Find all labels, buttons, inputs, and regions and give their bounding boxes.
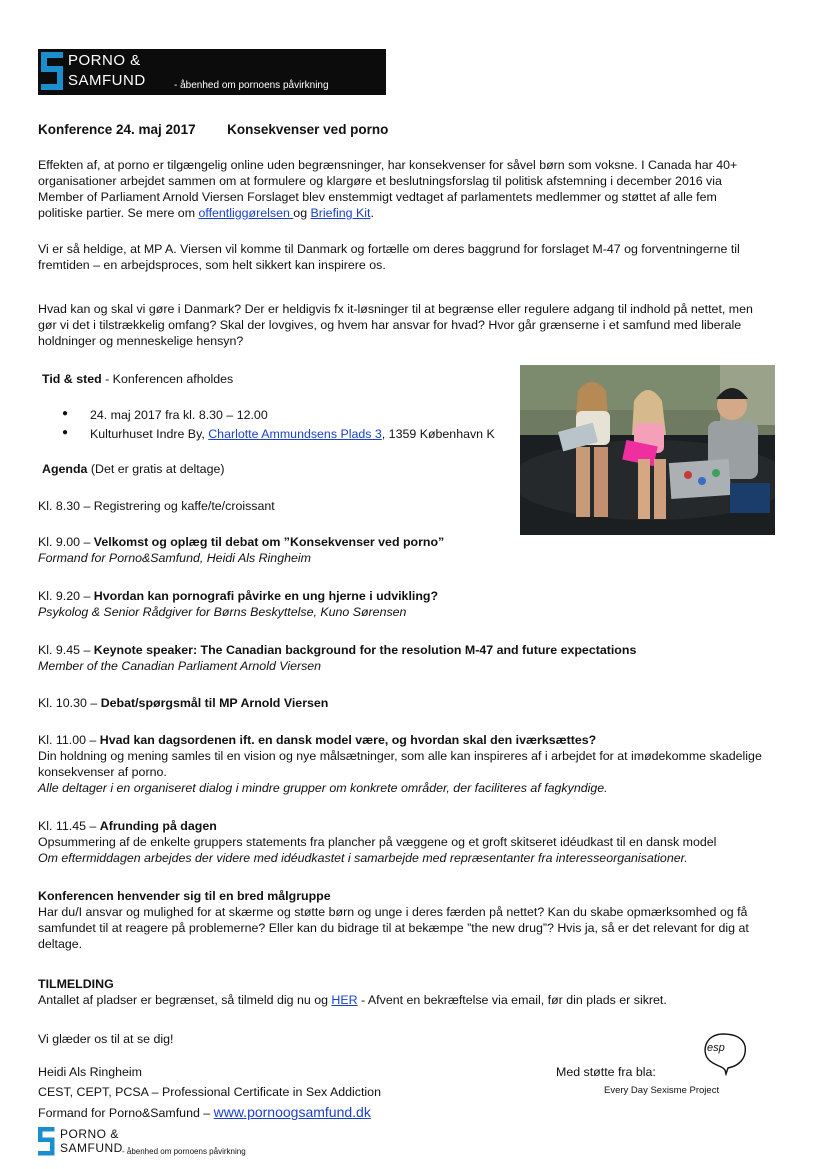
signup-text: Antallet af pladser er begrænset, så tilmeld dig nu og [38,993,332,1007]
signature-role: Formand for Porno&Samfund – [38,1106,214,1120]
agenda-title: Hvordan kan pornografi påvirke en ung hjerne i udvikling? [93,589,439,603]
agenda-speaker: Psykolog & Senior Rådgiver for Børns Beskyttelse, Kuno Sørensen [38,605,407,619]
signature-block [38,1062,381,1123]
signup-text: - Afvent en bekræftelse via email, før din plads er sikret. [357,993,667,1007]
paragraph-viersen [38,241,740,273]
agenda-description: Din holdning og mening samles til en vision og nye målsætninger, som alle kan inspireres af i arbejdet for at imødekomme skadelige [38,749,762,763]
title-date: Konference 24. maj 2017 [38,122,196,137]
closing-line: Vi glæder os til at se dig! [38,1032,174,1046]
footer-logo [38,1125,268,1159]
signup-heading: TILMELDING [38,977,114,991]
time-place-heading [42,371,233,387]
agenda-label: Agenda [42,462,88,476]
logo-line-1: PORNO & [68,52,141,69]
support-org: Every Day Sexisme Project [604,1085,720,1096]
audience-section [38,888,749,952]
agenda-time: Kl. 9.45 – [38,643,94,657]
logo-line-2: SAMFUND [60,1141,123,1155]
time-place-text: - Konferencen afholdes [101,372,234,386]
photo-kids-with-laptops [520,365,775,535]
agenda-item-5 [38,695,328,711]
signature-name: Heidi Als Ringheim [38,1065,142,1079]
agenda-item-2 [38,534,444,566]
time-bullet: 24. maj 2017 fra kl. 8.30 – 12.00 [90,408,268,422]
title-topic: Konsekvenser ved porno [227,122,389,137]
intro-line: Effekten af, at porno er tilgængelig online uden begrænsninger, har konsekvenser for såvel børn som voksne. I Canada har 40+ [38,158,738,172]
page-title [38,122,388,137]
paragraph-line: fremtiden – en arbejdsproces, som helt sikkert kan inspirere os. [38,258,386,272]
bullet-icon: ● [62,408,69,419]
paragraph-line: gør vi det i tilstrækkelig omfang? Skal der lovgives, og hvem har ansvar for hvad? Hvor går grænserne i et samfund med liberale [38,318,742,332]
signup-section [38,976,667,1008]
intro-text: og [293,206,311,220]
agenda-note: (Det er gratis at deltage) [87,462,225,476]
time-place-label: Tid & sted [42,372,102,386]
logo-tagline: - åbenhed om pornoens påvirkning [122,1147,246,1156]
paragraph-line: Hvad kan og skal vi gøre i Danmark? Der er heldigvis fx it-løsninger til at begrænse eller regulere adgang til indhold på nettet, men [38,302,753,316]
agenda-item-7 [38,818,716,866]
intro-line: Member of Parliament Arnold Viersen Forslaget blev enstemmigt vedtaget af parlamentets medlemmer og støttet af alle fem [38,190,717,204]
agenda-description: konsekvenser af porno. [38,765,167,779]
espd-logo [695,1030,751,1076]
support-label: Med støtte fra bla: [556,1065,656,1079]
agenda-item-1: Kl. 8.30 – Registrering og kaffe/te/croissant [38,499,275,513]
logo-line-2: SAMFUND [68,72,146,89]
link-address[interactable]: Charlotte Ammundsens Plads 3 [208,427,382,441]
agenda-time: Kl. 9.00 – [38,535,94,549]
audience-line: Har du/I ansvar og mulighed for at skærme og støtte børn og unge i deres færden på nettet? Kan du skabe opmærksomhed og få [38,905,748,919]
agenda-time: Kl. 11.00 – [38,733,100,747]
intro-line: organisationer arbejdet sammen om at formulere og klargøre et beslutningsforslag til politisk afstemning i december 2016 via [38,174,722,188]
bullet-icon: ● [62,427,69,438]
agenda-time: Kl. 10.30 – [38,696,101,710]
paragraph-line: holdninger og menneskelige hensyn? [38,334,244,348]
agenda-title: Velkomst og oplæg til debat om ”Konsekvenser ved porno” [93,535,445,549]
place-bullet [90,426,495,442]
audience-line: deltage. [38,937,83,951]
paragraph-denmark [38,301,753,349]
agenda-speaker: Member of the Canadian Parliament Arnold Viersen [38,659,322,673]
logo-mark-icon [38,1127,56,1157]
place-text: Kulturhuset Indre By, [90,427,209,441]
paragraph-line: Vi er så heldige, at MP A. Viersen vil komme til Danmark og fortælle om deres baggrund for forslaget M-47 og forventningerne til [38,242,740,256]
espd-logo-text: esp [707,1042,725,1054]
agenda-item-3 [38,588,438,620]
agenda-heading [42,461,225,477]
website-link[interactable]: www.pornoogsamfund.dk [213,1104,371,1120]
intro-line [38,205,737,221]
agenda-title: Hvad kan dagsordenen ift. en dansk model være, og hvordan skal den iværksættes? [99,733,597,747]
agenda-item-6 [38,732,762,796]
agenda-title: Keynote speaker: The Canadian background for the resolution M-47 and future expectations [93,643,637,657]
agenda-note: Om eftermiddagen arbejdes der videre med idéudkastet i samarbejde med repræsentanter fra interesseorganisationer. [38,851,688,865]
intro-text: politiske partier. Se mere om [38,206,199,220]
link-briefing-kit[interactable]: Briefing Kit [310,206,371,220]
agenda-note: Alle deltager i en organiseret dialog i mindre grupper om konkrete områder, der faciliteres af fagkyndige. [38,781,608,795]
agenda-time: Kl. 9.20 – [38,589,94,603]
logo-mark-icon [41,52,65,92]
audience-line: samfundet til at reagere på problemerne? Eller kan du bidrage til at bekæmpe ”the new drug”? Hvis ja, så er det relevant for dig at [38,921,749,935]
agenda-time: Kl. 11.45 – [38,819,100,833]
logo-tagline: - åbenhed om pornoens påvirkning [174,80,329,91]
place-text: , 1359 København K [381,427,495,441]
agenda-description: Opsummering af de enkelte gruppers statements fra plancher på væggene og et groft skitseret idéudkast til en dansk model [38,835,717,849]
photo-illustration [520,365,775,535]
logo-line-1: PORNO & [60,1127,119,1141]
agenda-title: Afrunding på dagen [99,819,217,833]
agenda-item-4 [38,642,636,674]
header-logo [38,49,386,95]
signature-cert: CEST, CEPT, PCSA – Professional Certificate in Sex Addiction [38,1085,381,1099]
link-offentliggorelsen[interactable]: offentliggørelsen [198,206,294,220]
signup-link[interactable]: HER [331,993,358,1007]
agenda-title: Debat/spørgsmål til MP Arnold Viersen [100,696,329,710]
intro-text: . [370,206,374,220]
agenda-speaker: Formand for Porno&Samfund, Heidi Als Ringheim [38,551,311,565]
audience-heading: Konferencen henvender sig til en bred målgruppe [38,889,331,903]
intro-paragraph [38,157,737,221]
